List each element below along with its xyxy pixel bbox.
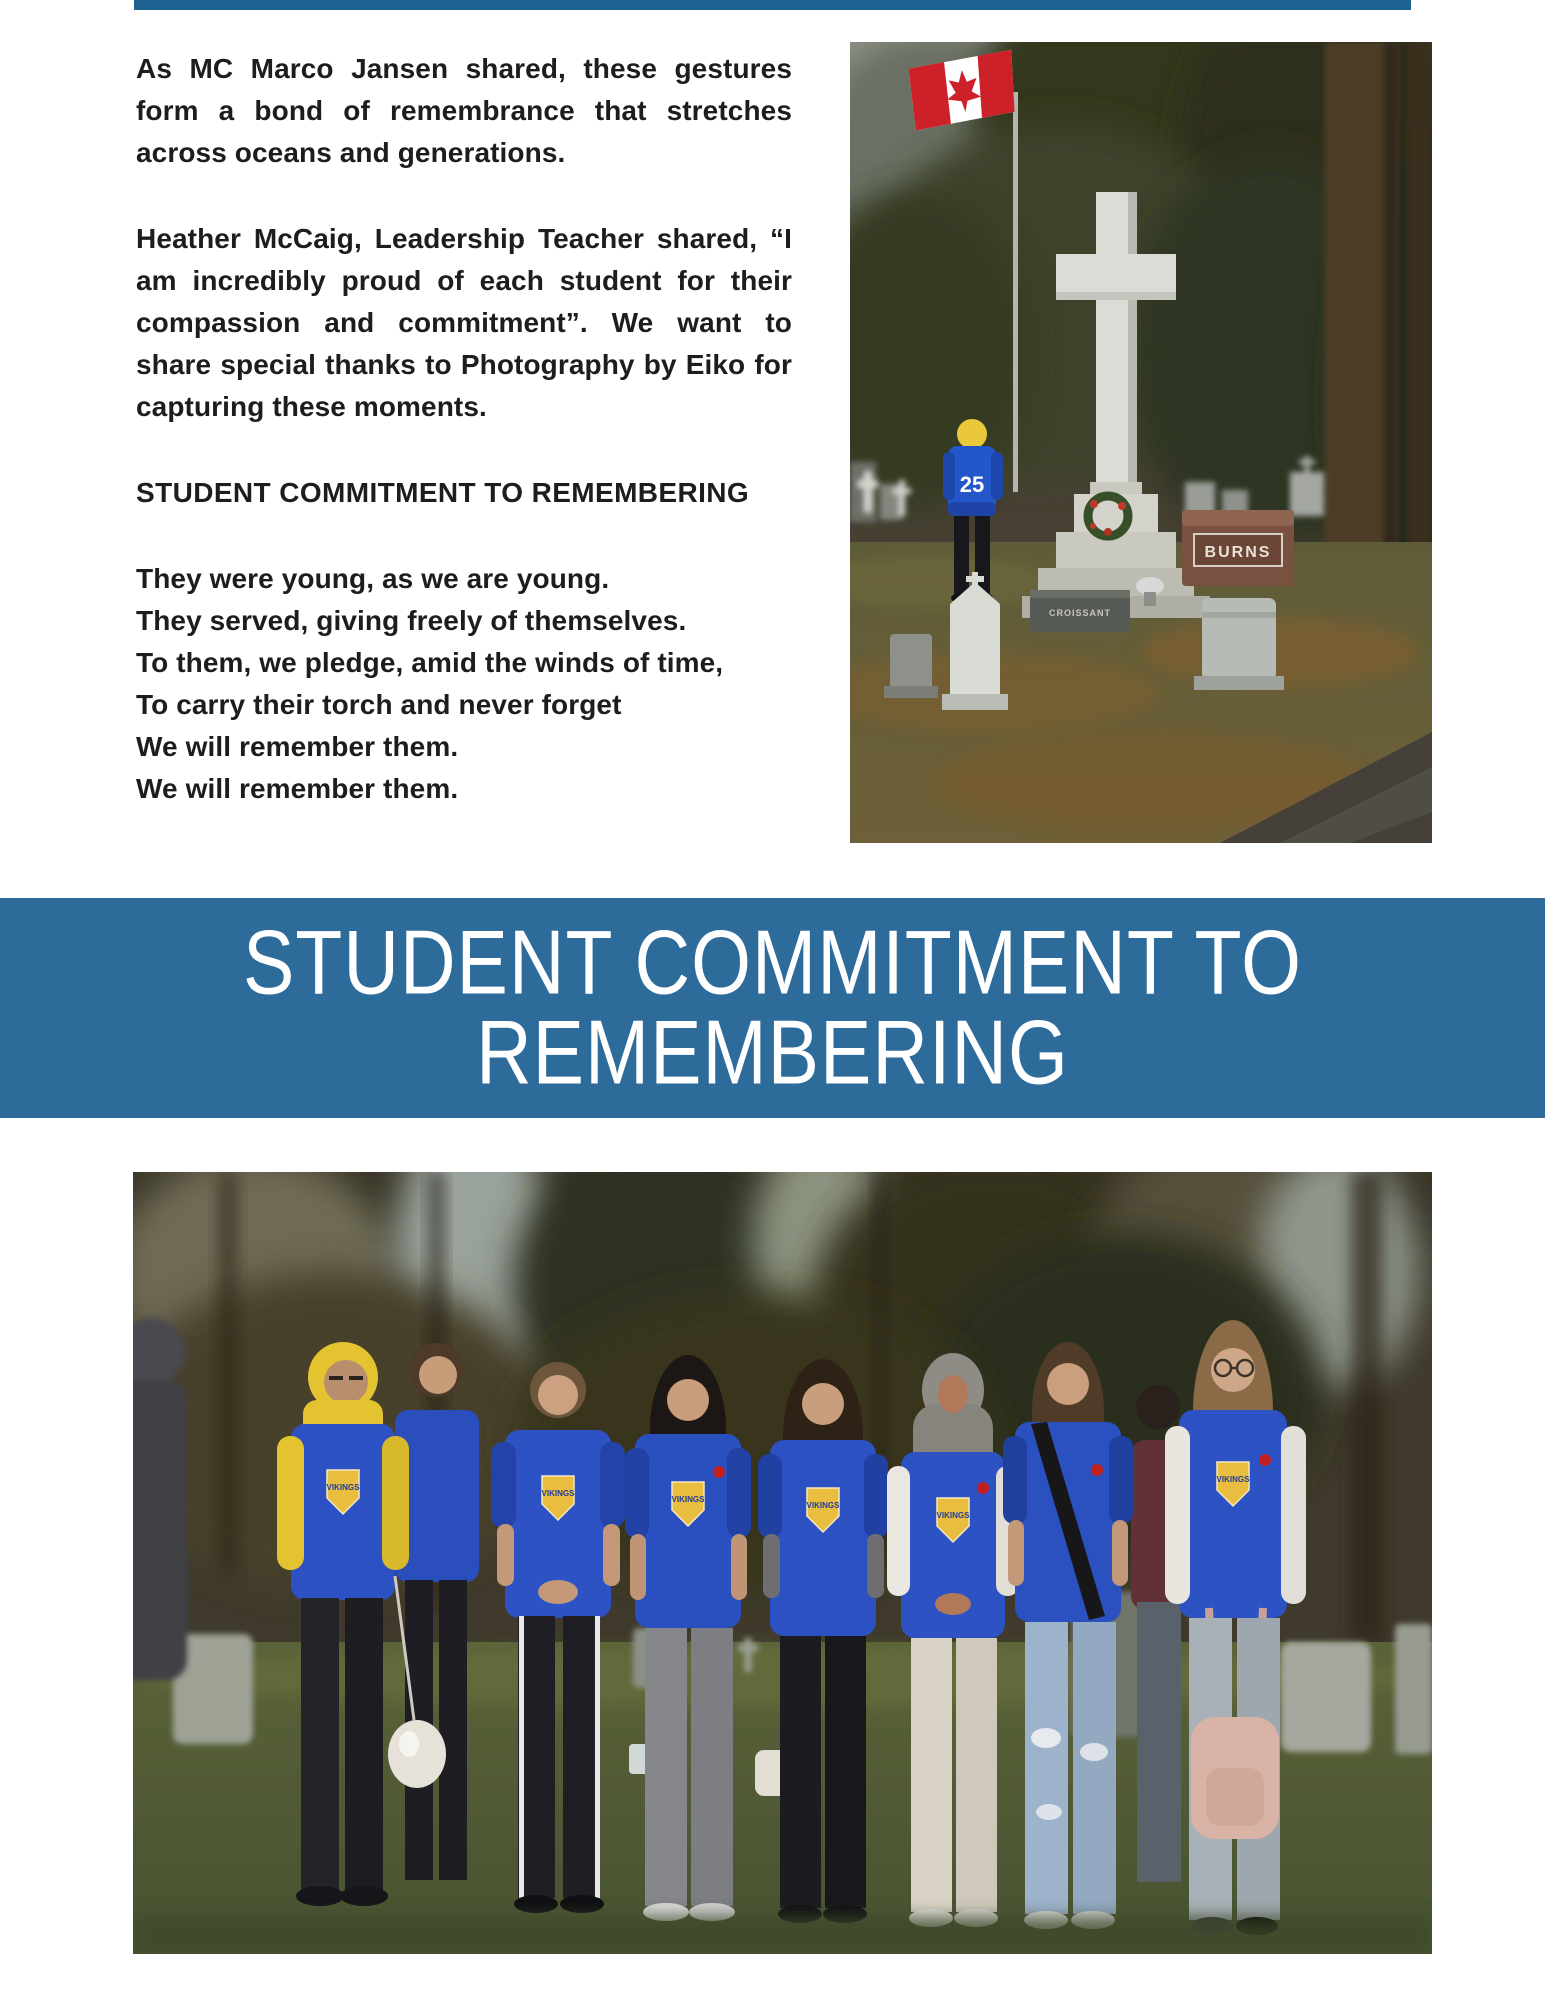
jeans-rip — [1036, 1804, 1062, 1820]
poppy-pin — [1091, 1464, 1103, 1476]
jeans-rip — [1031, 1728, 1061, 1748]
poem-line: They served, giving freely of themselves. — [136, 605, 687, 636]
svg-text:VIKINGS: VIKINGS — [1216, 1475, 1250, 1484]
svg-text:VIKINGS: VIKINGS — [541, 1489, 575, 1498]
svg-text:VIKINGS: VIKINGS — [671, 1495, 705, 1504]
jersey-number: 25 — [959, 472, 985, 497]
cemetery-photo — [850, 42, 1432, 843]
poem-line: To carry their torch and never forget — [136, 689, 622, 720]
paragraph: As MC Marco Jansen shared, these gestures form a bond of remembrance that stretches across oceans and generations. — [136, 53, 792, 168]
section-banner — [0, 898, 1545, 1118]
header-accent-bar — [134, 0, 1411, 10]
students-photo — [133, 1172, 1432, 1954]
foreground-grass — [133, 1916, 1432, 1954]
svg-text:VIKINGS: VIKINGS — [936, 1511, 970, 1520]
poppy-pin — [977, 1482, 989, 1494]
flagpole — [1013, 92, 1018, 492]
article-subheading: STUDENT COMMITMENT TO REMEMBERING — [136, 477, 750, 508]
poppy-pin — [1259, 1454, 1271, 1466]
paragraph: Heather McCaig, Leadership Teacher shared, “I am incredibly proud of each student for their compassion and commitment”. We want to share special thanks to Photography by Eiko for capturing these moments. — [136, 223, 792, 422]
gravestone-burns — [1182, 510, 1294, 586]
banner-title-line2: REMEMBERING — [476, 1002, 1069, 1104]
poem-line: They were young, as we are young. — [136, 563, 610, 594]
poem-line: To them, we pledge, amid the winds of time, — [136, 647, 724, 678]
gravestone-name: CROISSANT — [1048, 608, 1112, 618]
article-text-column — [136, 48, 792, 810]
svg-text:VIKINGS: VIKINGS — [806, 1501, 840, 1510]
jeans-rip — [1080, 1743, 1108, 1761]
banner-title-line1: STUDENT COMMITMENT TO — [242, 912, 1303, 1014]
poem-line: We will remember them. — [136, 731, 459, 762]
students-photo-graphic — [133, 1172, 1432, 1954]
gravestone-name: BURNS — [1204, 544, 1272, 561]
poppy-pin — [713, 1466, 725, 1478]
poem-block — [136, 558, 792, 810]
poem-line: We will remember them. — [136, 773, 459, 804]
svg-text:VIKINGS: VIKINGS — [326, 1483, 360, 1492]
white-balloon — [388, 1720, 446, 1788]
cemetery-photo-graphic — [850, 42, 1432, 843]
